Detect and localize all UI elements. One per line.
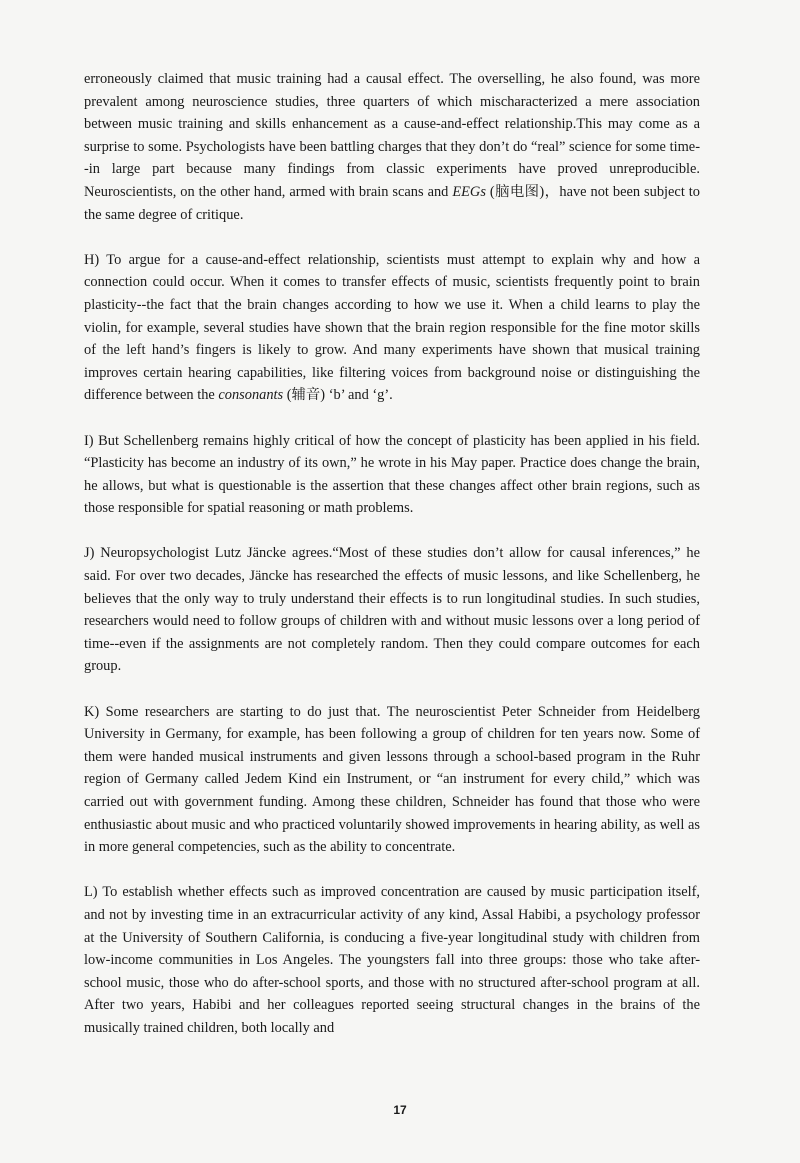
paragraph-text: erroneously claimed that music training had a causal effect. The overselling, he also found, was more prevalent among neuroscience studies, three quarters of which mischaracterized a mere association between music training and skills enhancement as a cause-and-effect relationship.This may come as a surprise to some. Psychologists have been battling charges that they don’t do “real” science for some time--in large part because many findings from classic experiments have proved unreproducible. Neuroscientists, on the other hand, armed with brain scans and — [84, 71, 700, 200]
page-number: 17 — [393, 1103, 407, 1117]
paragraph-g-continued — [84, 68, 700, 226]
paragraph-text: K) Some researchers are starting to do just that. The neuroscientist Peter Schneider from Heidelberg University in Germany, for example, has been following a group of children for ten years now. Some of them were handed musical instruments and given lessons through a school-based program in the Ruhr region of Germany called Jedem Kind ein Instrument, or “an instrument for every child,” which was carried out with government funding. Among these children, Schneider has found that those who were enthusiastic about music and who practiced voluntarily showed improvements in hearing ability, as well as in more general competencies, such as the ability to concentrate. — [84, 703, 700, 856]
paragraph-h — [84, 249, 700, 407]
paragraph-i — [84, 430, 700, 520]
paragraph-text: L) To establish whether effects such as improved concentration are caused by music participation itself, and not by investing time in an extracurricular activity of any kind, Assal Habibi, a psychology professor at the University of Southern California, is conducing a five-year longitudinal study with children from low-income communities in Los Angeles. The youngsters fall into three groups: those who take after-school music, those who do after-school sports, and those with no structured after-school program at all. After two years, Habibi and her colleagues reported seeing structural changes in the brains of the musically trained children, both locally and — [84, 884, 700, 1036]
paragraph-text: I) But Schellenberg remains highly critical of how the concept of plasticity has been applied in his field. “Plasticity has become an industry of its own,” he wrote in his May paper. Practice does change the brain, he allows, but what is questionable is the assertion that these changes affect other brain regions, such as those responsible for spatial reasoning or math problems. — [84, 432, 700, 517]
paragraph-j — [84, 542, 700, 678]
paragraph-k — [84, 701, 700, 859]
term-consonants: consonants — [218, 387, 284, 404]
paragraph-text: J) Neuropsychologist Lutz Jäncke agrees.“Most of these studies don’t allow for causal inferences,” he said. For over two decades, Jäncke has researched the effects of music lessons, and like Schellenberg, he believes that the only way to truly understand their effects is to run longitudinal studies. In such studies, researchers would need to follow groups of children with and without music lessons over a long period of time--even if the assignments are not completely random. Then they could compare outcomes for each group. — [84, 545, 700, 675]
term-eegs: EEGs — [452, 183, 486, 200]
paragraph-text: (辅音) ‘b’ and ‘g’. — [283, 387, 393, 404]
paragraph-l — [84, 881, 700, 1039]
paragraph-text: (脑电图)，have not been subject to the same degree of critique. — [84, 183, 700, 223]
article-body — [84, 68, 700, 1062]
paragraph-text: H) To argue for a cause-and-effect relationship, scientists must attempt to explain why and how a connection could occur. When it comes to transfer effects of music, scientists frequently point to brain plasticity--the fact that the brain changes according to how we use it. When a child learns to play the violin, for example, several studies have shown that the brain region responsible for the fine motor skills of the left hand’s fingers is likely to grow. And many experiments have shown that musical training improves certain hearing capabilities, like filtering voices from background noise or distinguishing the difference between the — [84, 251, 700, 404]
